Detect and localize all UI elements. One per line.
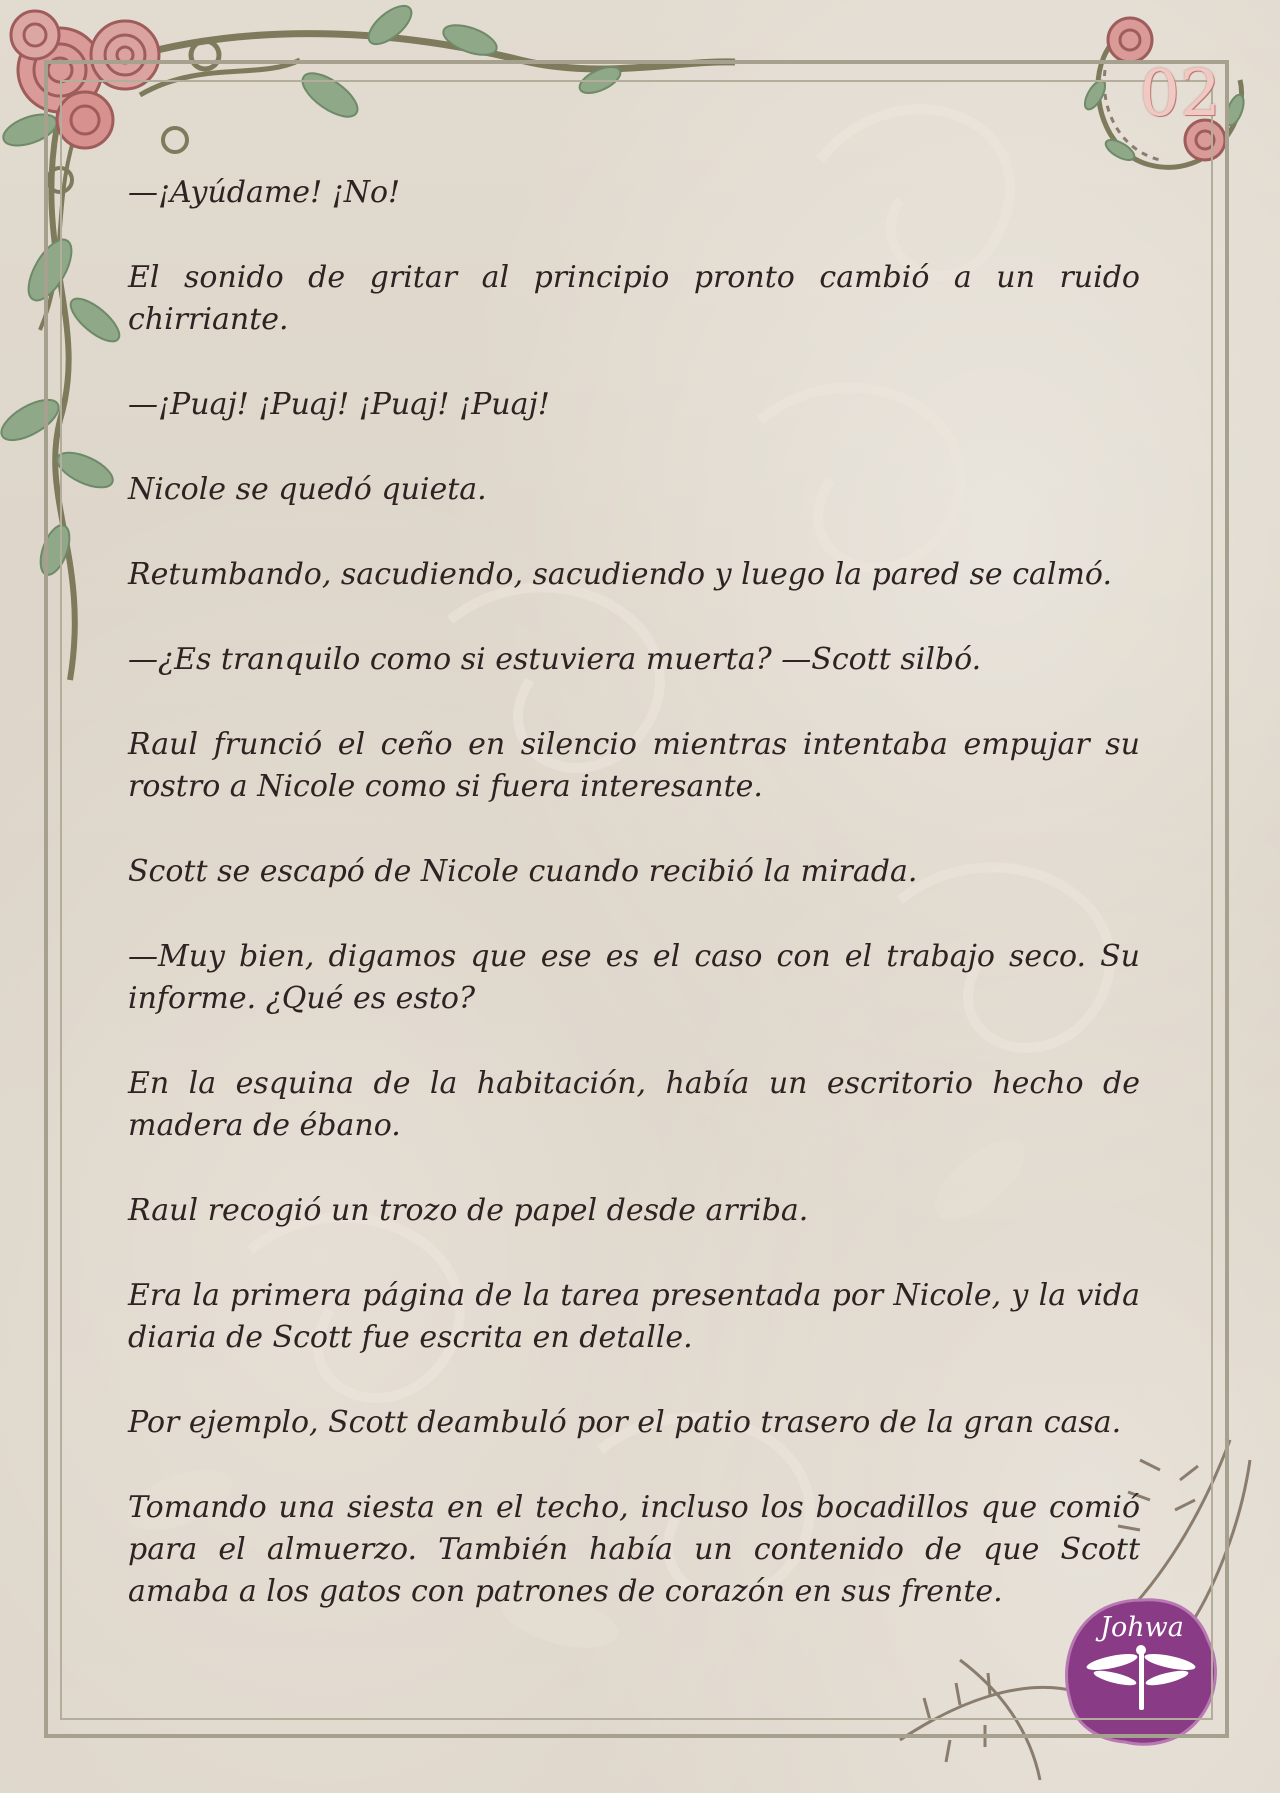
paragraph: Por ejemplo, Scott deambuló por el patio trasero de la gran casa. [128,1405,1122,1440]
paragraph: —¡Puaj! ¡Puaj! ¡Puaj! ¡Puaj! [128,387,550,422]
paragraph: Scott se escapó de Nicole cuando recibió la mirada. [128,854,918,889]
logo-text: Johwa [1100,1612,1184,1643]
paragraph: Tomando una siesta en el techo, incluso los bocadillos que comió para el almuerzo. También había un contenido de que Scott amaba a los gatos con patrones de corazón en sus frente. [128,1490,1140,1609]
paragraph: El sonido de gritar al principio pronto cambió a un ruido chirriante. [128,260,1140,337]
paragraph: Retumbando, sacudiendo, sacudiendo y luego la pared se calmó. [128,557,1112,592]
paragraph: —¡Ayúdame! ¡No! [128,175,401,210]
paragraph: Nicole se quedó quieta. [128,472,487,507]
paragraph: En la esquina de la habitación, había un escritorio hecho de madera de ébano. [128,1066,1140,1143]
page-number: 02 [1139,57,1221,131]
story-text [128,172,1140,1656]
paragraph: —Muy bien, digamos que ese es el caso con el trabajo seco. Su informe. ¿Qué es esto? [128,939,1140,1016]
paragraph: Era la primera página de la tarea presentada por Nicole, y la vida diaria de Scott fue escrita en detalle. [128,1278,1140,1355]
paragraph: Raul recogió un trozo de papel desde arriba. [128,1193,809,1228]
paragraph: —¿Es tranquilo como si estuviera muerta? —Scott silbó. [128,642,982,677]
paragraph: Raul frunció el ceño en silencio mientras intentaba empujar su rostro a Nicole como si fuera interesante. [128,727,1140,804]
